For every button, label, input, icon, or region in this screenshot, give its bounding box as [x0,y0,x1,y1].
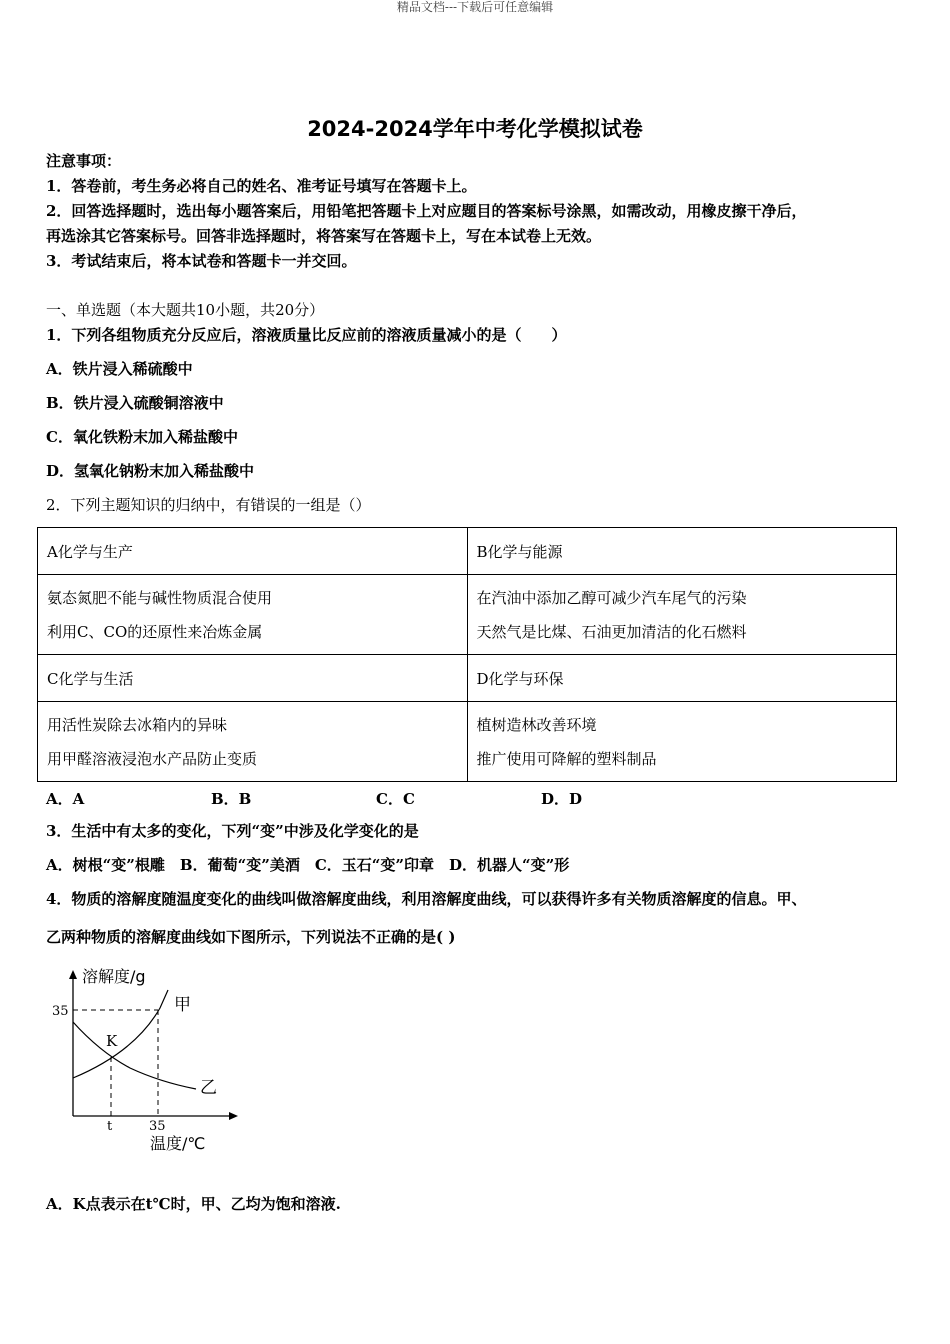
table-line: 氨态氮肥不能与碱性物质混合使用 [47,588,273,607]
q2-option-a: A．A [46,790,85,808]
q1-option-d: D．氢氧化钠粉末加入稀盐酸中 [46,462,255,480]
table-cell-d-head: D化学与环保 [467,655,897,702]
notice-item-1: 1．答卷前，考生务必将自己的姓名、准考证号填写在答题卡上。 [46,177,477,195]
q1-stem: 1．下列各组物质充分反应后，溶液质量比反应前的溶液质量减小的是（ ） [46,326,567,344]
table-line: 植树造林改善环境 [476,715,597,734]
curve-jia [73,990,168,1078]
page-title: 2024-2024学年中考化学模拟试卷 [307,117,643,141]
section-heading: 一、单选题（本大题共10小题，共20分） [46,301,325,319]
page-header: 精品文档---下载后可任意编辑 [396,0,554,14]
x-axis-label: 温度/℃ [150,1134,206,1153]
solubility-graph [40,960,240,1160]
notice-item-2-cont: 再选涂其它答案标号。回答非选择题时，将答案写在答题卡上，写在本试卷上无效。 [46,227,602,245]
table-cell-c-body [38,702,468,782]
q3-stem: 3．生活中有太多的变化，下列“变”中涉及化学变化的是 [46,822,419,840]
notice-item-2: 2．回答选择题时，选出每小题答案后，用铅笔把答题卡上对应题目的答案标号涂黑，如需改动，用橡皮擦干净后， [46,202,807,220]
table-cell-c-head: C化学与生活 [38,655,468,702]
table-line: 推广使用可降解的塑料制品 [476,749,657,768]
y-tick-35: 35 [52,1004,69,1019]
q1-option-a: A．铁片浸入稀硫酸中 [46,360,193,378]
knowledge-table [37,527,897,782]
curve-yi [73,1022,196,1089]
y-axis-arrow [69,970,77,979]
y-axis-label: 溶解度/g [82,967,146,986]
table-cell-b-body [467,575,897,655]
q1-option-b: B．铁片浸入硫酸铜溶液中 [46,394,224,412]
table-line: 天然气是比煤、石油更加清洁的化石燃料 [476,622,747,641]
q3-options: A．树根“变”根雕 B．葡萄“变”美酒 C．玉石“变”印章 D．机器人“变”形 [46,856,570,874]
table-cell-a-body [38,575,468,655]
q1-option-c: C．氧化铁粉末加入稀盐酸中 [46,428,238,446]
notice-heading: 注意事项： [46,152,122,170]
table-cell-b-head: B化学与能源 [467,528,897,575]
q4-stem-line-2: 乙两种物质的溶解度曲线如下图所示，下列说法不正确的是( ) [46,928,456,946]
table-line: 用甲醛溶液浸泡水产品防止变质 [47,749,258,768]
table-line: 在汽油中添加乙醇可减少汽车尾气的污染 [476,588,747,607]
point-k-label: K [106,1032,118,1050]
q2-options [46,788,746,809]
q4-stem-line-1: 4．物质的溶解度随温度变化的曲线叫做溶解度曲线，利用溶解度曲线，可以获得许多有关物质溶解度的信息。甲、 [46,890,807,908]
table-cell-a-head: A化学与生产 [38,528,468,575]
q2-option-c: C．C [376,790,415,808]
q2-option-d: D．D [541,790,583,808]
x-axis-arrow [229,1112,238,1120]
q2-option-b: B．B [211,790,252,808]
q2-stem: 2．下列主题知识的归纳中，有错误的一组是（） [46,496,371,514]
table-cell-d-body [467,702,897,782]
curve-jia-label: 甲 [174,995,191,1015]
table-line: 利用C、CO的还原性来冶炼金属 [47,622,263,641]
notice-item-3: 3．考试结束后，将本试卷和答题卡一并交回。 [46,252,357,270]
table-line: 用活性炭除去冰箱内的异味 [47,715,228,734]
q4-option-a: A．K点表示在t℃时，甲、乙均为饱和溶液. [46,1195,341,1213]
curve-yi-label: 乙 [200,1078,217,1098]
x-tick-t: t [107,1119,113,1134]
x-tick-35: 35 [149,1119,166,1134]
